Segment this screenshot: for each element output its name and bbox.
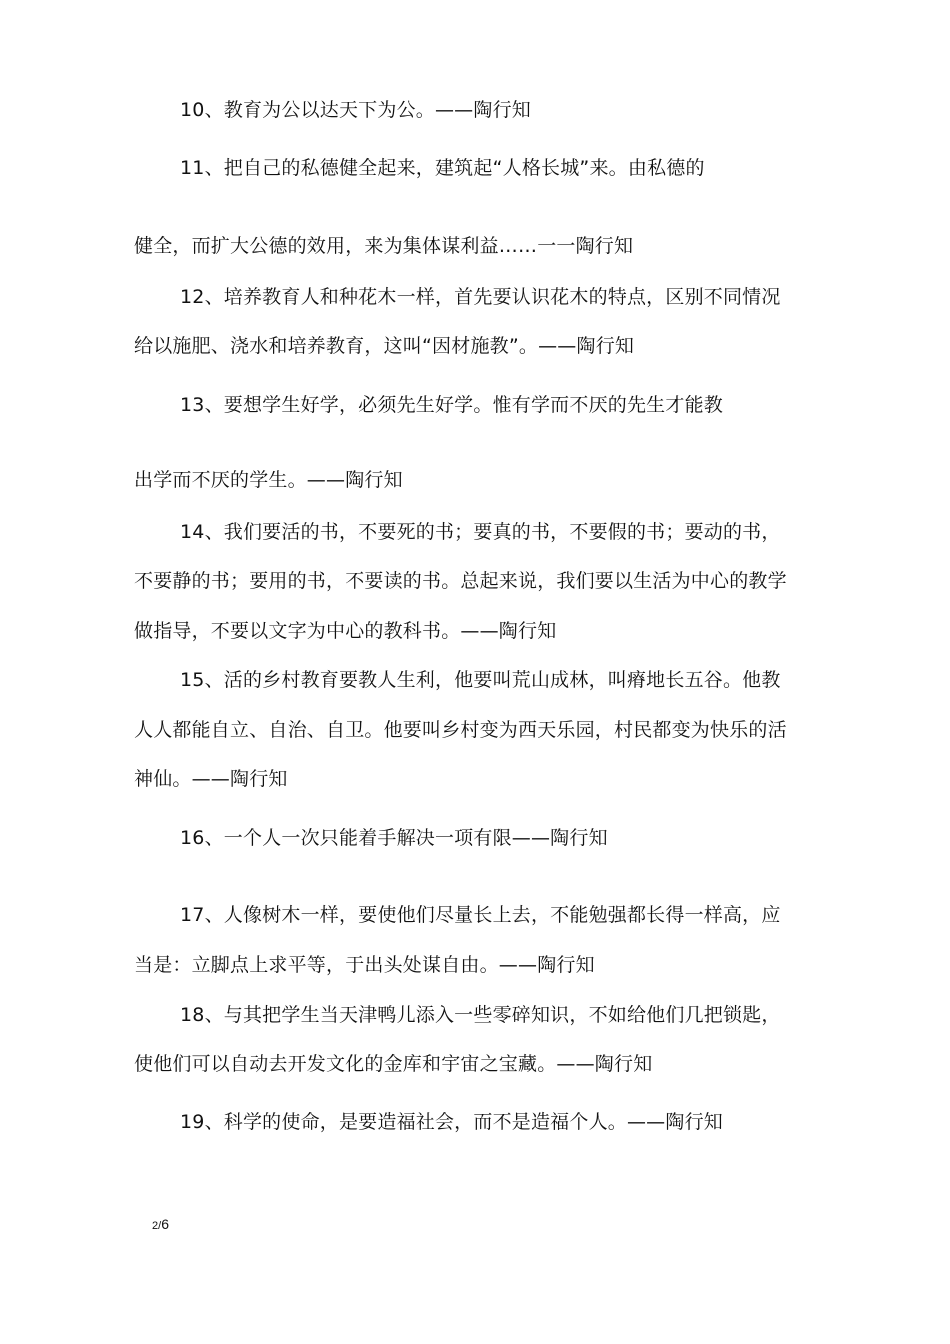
quote-14-line-2: 不要静的书；要用的书，不要读的书。总起来说，我们要以生活为中心的教学 [134,570,787,592]
quote-13-line-2: 出学而不厌的学生。——陶行知 [134,469,403,491]
quote-15-line-2: 人人都能自立、自治、自卫。他要叫乡村变为西天乐园，村民都变为快乐的活 [134,719,787,741]
quote-17-line-1: 17、人像树木一样，要使他们尽量长上去，不能勉强都长得一样高，应 [180,904,781,926]
quote-15-line-1: 15、活的乡村教育要教人生利，他要叫荒山成林，叫瘠地长五谷。他教 [180,669,781,691]
quote-18-line-2: 使他们可以自动去开发文化的金库和宇宙之宝藏。——陶行知 [134,1053,653,1075]
page-number-current: 2 [152,1220,159,1232]
quote-12-line-2: 给以施肥、浇水和培养教育，这叫“因材施教”。——陶行知 [134,335,635,357]
quote-13-line-1: 13、要想学生好学，必须先生好学。惟有学而不厌的先生才能教 [180,394,723,416]
quote-15-line-3: 神仙。——陶行知 [134,768,288,790]
quote-16-line-1: 16、一个人一次只能着手解决一项有限——陶行知 [180,827,608,849]
quote-10-line-1: 10、教育为公以达天下为公。——陶行知 [180,99,531,121]
quote-11-line-2: 健全，而扩大公德的效用，来为集体谋利益……一一陶行知 [134,235,634,257]
page-number [152,1216,169,1234]
quote-11-line-1: 11、把自己的私德健全起来，建筑起“人格长城”来。由私德的 [180,157,705,179]
quote-12-line-1: 12、培养教育人和种花木一样，首先要认识花木的特点，区别不同情况 [180,286,781,308]
quote-19-line-1: 19、科学的使命，是要造福社会，而不是造福个人。——陶行知 [180,1111,723,1133]
page-number-total: 6 [161,1216,169,1232]
page-number-separator: / [158,1220,162,1232]
quote-17-line-2: 当是：立脚点上求平等，于出头处谋自由。——陶行知 [134,954,595,976]
quote-18-line-1: 18、与其把学生当天津鸭儿添入一些零碎知识，不如给他们几把锁匙， [180,1004,781,1026]
quote-14-line-1: 14、我们要活的书，不要死的书；要真的书，不要假的书；要动的书， [180,521,781,543]
quote-14-line-3: 做指导，不要以文字为中心的教科书。——陶行知 [134,620,557,642]
